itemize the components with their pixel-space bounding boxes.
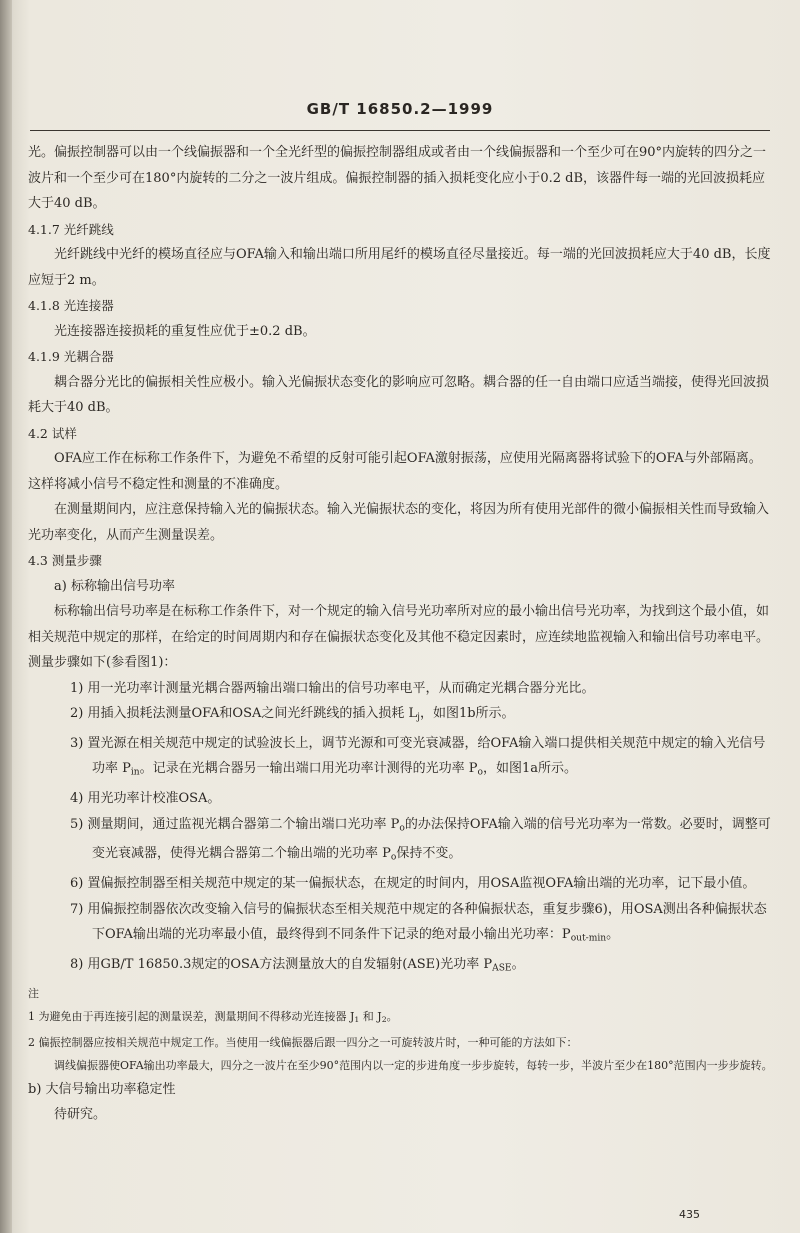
- subsection-a: a) 标称输出信号功率: [54, 578, 175, 594]
- step-6: 6) 置偏振控制器至相关规范中规定的某一偏振状态，在规定的时间内，用OSA监视OFA输出端的光功率，记下最小值。: [70, 876, 756, 892]
- to-be-studied: 待研究。: [54, 1107, 107, 1123]
- section-4-1-7: 4.1.7 光纤跳线: [28, 221, 114, 237]
- paragraph-connector: 光连接器连接损耗的重复性应优于±0.2 dB。: [54, 323, 316, 339]
- step-4: 4) 用光功率计校准OSA。: [70, 791, 221, 807]
- notes-block: [28, 982, 773, 1077]
- step-5: 5) 测量期间，通过监视光耦合器第二个输出端口光功率 $P_o$的办法保持OFA输入端的信号光功率为一常数。必要时，调整可变光衰减器，使得光耦合器第二个输出端的光功率 $P_o$保持不变。: [70, 816, 771, 863]
- step-3: 3) 置光源在相关规范中规定的试验波长上，调节光源和可变光衰减器，给OFA输入端口提供相关规范中规定的输入光信号功率 $P_{in}$。记录在光耦合器另一输出端口用光功率计测得的光功率 $P_o$，如图1a所示。: [70, 735, 766, 778]
- document-body: [28, 140, 773, 1128]
- paragraph-sample-1: OFA应工作在标称工作条件下，为避免不希望的反射可能引起OFA激射振荡，应使用光隔离器将试验下的OFA与外部隔离。这样将减小信号不稳定性和测量的不准确度。: [28, 451, 762, 492]
- step-8: 8) 用GB/T 16850.3规定的OSA方法测量放大的自发辐射(ASE)光功率 $P_{ASE}$。: [70, 956, 525, 974]
- section-4-1-9: 4.1.9 光耦合器: [28, 349, 114, 364]
- notes-label: 注: [28, 986, 39, 1000]
- paragraph-nominal-output: 标称输出信号功率是在标称工作条件下，对一个规定的输入信号光功率所对应的最小输出信号光功率，为找到这个最小值，如相关规范中规定的那样，在给定的时间周期内和存在偏振状态变化及其他不稳定因素时，应连续地监视输入和输出信号功率电平。测量步骤如下(参看图1)：: [28, 604, 770, 670]
- step-1: 1) 用一光功率计测量光耦合器两输出端口输出的信号功率电平，从而确定光耦合器分光比。: [70, 680, 595, 696]
- paragraph-polarization-controller: 光。偏振控制器可以由一个线偏振器和一个全光纤型的偏振控制器组成或者由一个线偏振器和一个至少可在90°内旋转的四分之一波片和一个至少可在180°内旋转的二分之一波片组成。偏振控制器的插入损耗变化应小于0.2 dB，该器件每一端的光回波损耗应大于40 dB。: [28, 145, 767, 211]
- note-2: 2 偏振控制器应按相关规范中规定工作。当使用一线偏振器后跟一四分之一可旋转波片时，一种可能的方法如下：: [28, 1035, 578, 1049]
- header-rule: [30, 130, 770, 131]
- paragraph-sample-2: 在测量期间内，应注意保持输入光的偏振状态。输入光偏振状态的变化，将因为所有使用光部件的微小偏振相关性而导致输入光功率变化，从而产生测量误差。: [28, 502, 770, 543]
- section-4-3: 4.3 测量步骤: [28, 553, 102, 568]
- paragraph-coupler: 耦合器分光比的偏振相关性应极小。输入光偏振状态变化的影响应可忽略。耦合器的任一自由端口应适当端接，使得光回波损耗大于40 dB。: [28, 374, 770, 415]
- page-header: GB/T 16850.2—1999: [306, 100, 494, 118]
- step-2: 2) 用插入损耗法测量OFA和OSA之间光纤跳线的插入损耗 $L_j$，如图1b所示。: [70, 706, 515, 723]
- note-2-continued: 调线偏振器使OFA输出功率最大，四分之一波片在至少90°范围内以一定的步进角度一步步旋转，每转一步，半波片至少在180°范围内一步步旋转。: [54, 1058, 773, 1072]
- page-number: 435: [679, 1208, 700, 1221]
- section-4-2: 4.2 试样: [28, 425, 77, 441]
- step-7: 7) 用偏振控制器依次改变输入信号的偏振状态至相关规范中规定的各种偏振状态，重复步骤6)，用OSA测出各种偏振状态下OFA输出端的光功率最小值，最终得到不同条件下记录的绝对最小输出光功率：$P_{out-min}$。: [70, 901, 767, 944]
- note-1: 1 为避免由于再连接引起的测量误差，测量期间不得移动光连接器 $J_1$ 和 $J_2$。: [28, 1009, 398, 1024]
- paragraph-fiber-jumper: 光纤跳线中光纤的模场直径应与OFA输入和输出端口所用尾纤的模场直径尽量接近。每一端的光回波损耗应大于40 dB，长度应短于2 m。: [28, 247, 771, 288]
- binding-shadow: [0, 0, 12, 1233]
- subsection-b: b) 大信号输出功率稳定性: [28, 1081, 176, 1097]
- section-4-1-8: 4.1.8 光连接器: [28, 298, 114, 313]
